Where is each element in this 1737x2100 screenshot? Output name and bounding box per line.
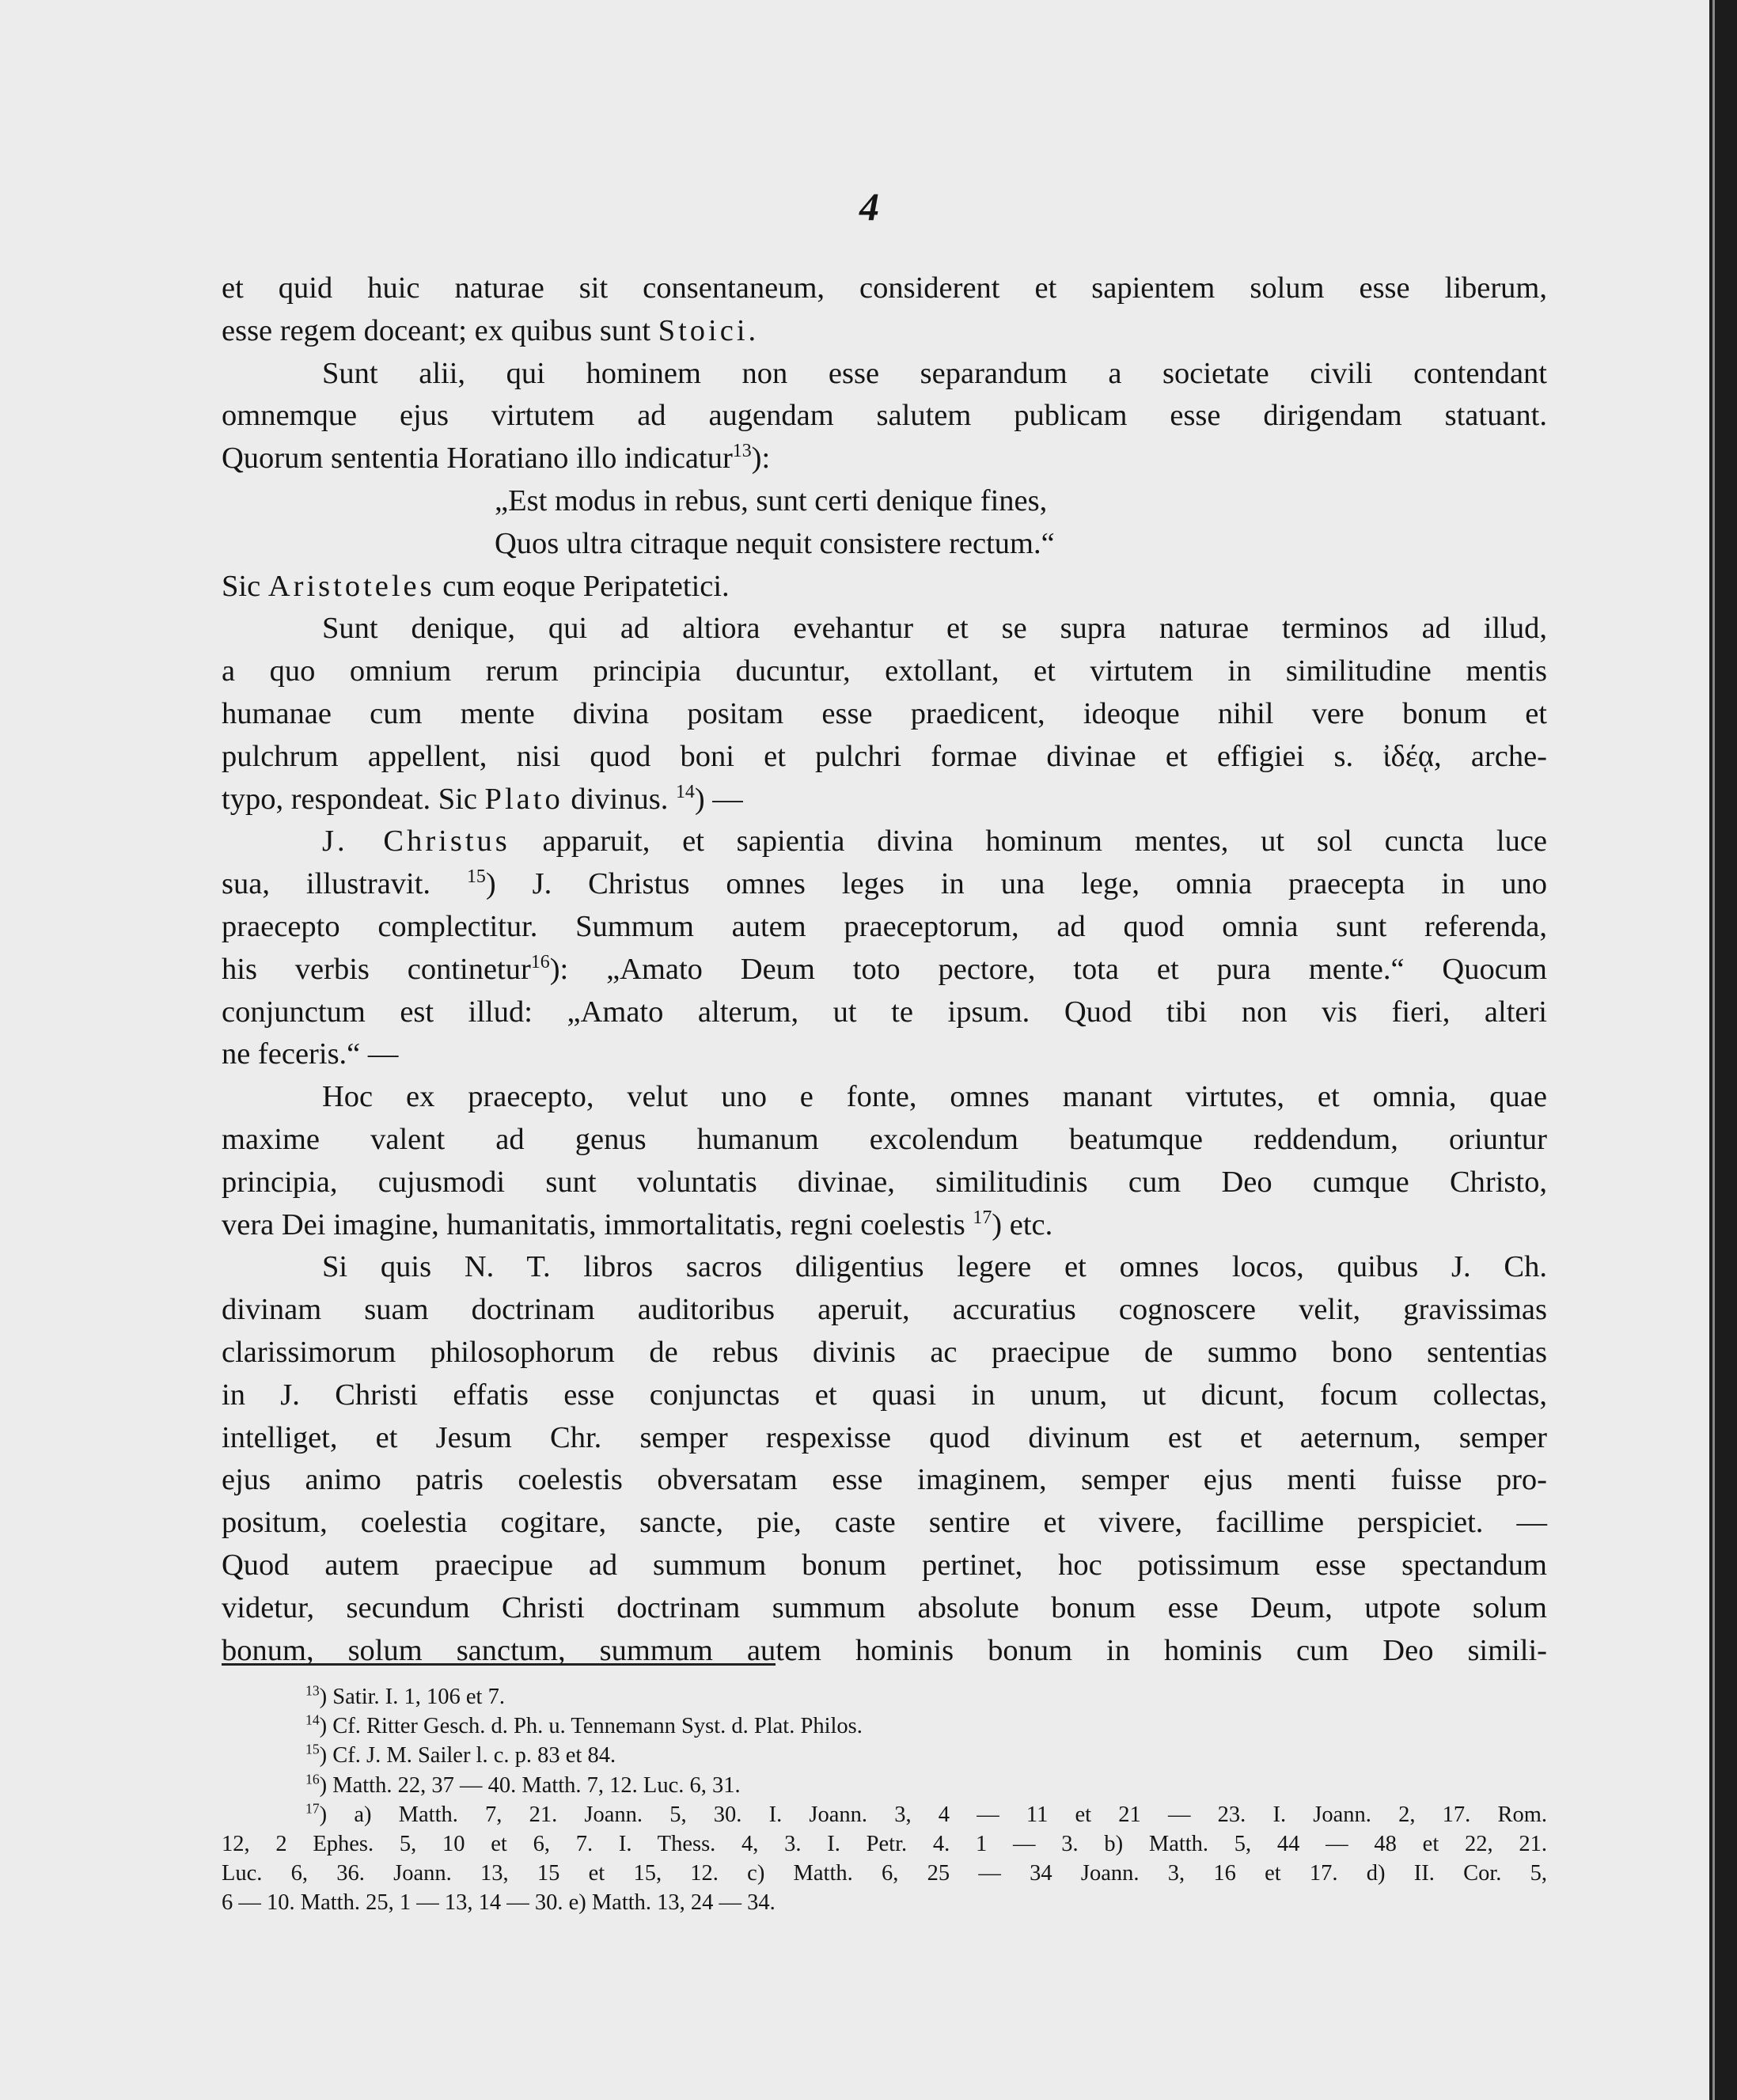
text-run: cum eoque Peripatetici. <box>434 569 730 603</box>
spaced-name: Stoici <box>658 313 749 347</box>
text-line <box>222 1502 1547 1545</box>
text-run: bonum, solum sanctum, summum autem hominis bonum in hominis cum Deo simili- <box>222 1633 1547 1667</box>
footnote-ref: 15 <box>466 866 486 888</box>
text-run: ejus animo patris coelestis obversatam esse imaginem, semper ejus menti fuisse pro- <box>222 1463 1547 1497</box>
text-line <box>222 650 1547 693</box>
text-run: ) a) Matth. 7, 21. Joann. 5, 30. I. Joann. 3, 4 — 11 et 21 — 23. I. Joann. 2, 17. Rom. <box>319 1802 1547 1827</box>
text-run: clarissimorum philosophorum de rebus divinis ac praecipue de summo bono sententias <box>222 1335 1547 1369</box>
text-line <box>222 1246 1547 1289</box>
footnote-line <box>222 1888 1547 1917</box>
footnote-ref: 13 <box>732 441 752 462</box>
text-run: ): <box>751 442 771 476</box>
text-line <box>222 395 1547 438</box>
text-line <box>222 608 1547 650</box>
footnote-line <box>222 1711 1547 1741</box>
text-line <box>222 1119 1547 1162</box>
text-run: ) etc. <box>992 1207 1053 1241</box>
text-run: ): „Amato Deum toto pectore, tota et pura mente.“ Quocum <box>549 952 1547 986</box>
text-run: 6 — 10. Matth. 25, 1 — 13, 14 — 30. e) Matth. 13, 24 — 34. <box>222 1890 776 1916</box>
spaced-name: Aristoteles <box>267 569 435 603</box>
footnotes <box>222 1682 1547 1918</box>
text-run: conjunctum est illud: „Amato alterum, ut te ipsum. Quod tibi non vis fieri, alteri <box>222 995 1547 1029</box>
footnote-rule <box>222 1663 776 1666</box>
text-line <box>222 1076 1547 1119</box>
spaced-name: Plato <box>484 782 563 816</box>
text-run: . <box>748 313 757 347</box>
footnote-ref: 14 <box>675 781 695 802</box>
text-run: Sunt denique, qui ad altiora evehantur et se supra naturae terminos ad illud, <box>322 612 1547 646</box>
text-run: divinus. <box>563 782 676 816</box>
text-run: sua, illustravit. <box>222 867 467 901</box>
text-run: 12, 2 Ephes. 5, 10 et 6, 7. I. Thess. 4, 3. I. Petr. 4. 1 — 3. b) Matth. 5, 44 — 48 et 22, 21. <box>222 1832 1547 1857</box>
text-run: praecepto complectitur. Summum autem praeceptorum, ad quod omnia sunt referenda, <box>222 909 1547 943</box>
text-line <box>222 863 1547 906</box>
text-run: Quorum sententia Horatiano illo indicatur <box>222 442 733 476</box>
text-line <box>222 949 1547 991</box>
text-run: vera Dei imagine, humanitatis, immortalitatis, regni coelestis <box>222 1207 973 1241</box>
text-run: ) Cf. J. M. Sailer l. c. p. 83 et 84. <box>319 1743 616 1768</box>
text-line <box>222 736 1547 779</box>
footnote-ref: 14 <box>305 1711 320 1728</box>
text-line <box>222 267 1547 310</box>
text-run: in J. Christi effatis esse conjunctas et quasi in unum, ut dicunt, focum collectas, <box>222 1378 1547 1412</box>
footnote-line <box>222 1682 1547 1711</box>
text-run: omnemque ejus virtutem ad augendam salutem publicam esse dirigendam statuant. <box>222 399 1547 433</box>
text-run: Quod autem praecipue ad summum bonum pertinet, hoc potissimum esse spectandum <box>222 1548 1547 1582</box>
text-run: divinam suam doctrinam auditoribus aperuit, accuratius cognoscere velit, gravissimas <box>222 1293 1547 1327</box>
text-run: ) Cf. Ritter Gesch. d. Ph. u. Tennemann Syst. d. Plat. Philos. <box>319 1714 863 1739</box>
text-line <box>222 523 1547 566</box>
text-line <box>222 1033 1547 1076</box>
text-line <box>222 1459 1547 1502</box>
text-line <box>222 693 1547 736</box>
text-run: Hoc ex praecepto, velut uno e fonte, omnes manant virtutes, et omnia, quae <box>322 1080 1547 1114</box>
spaced-name: J. Christus <box>322 824 510 859</box>
text-line <box>222 779 1547 821</box>
text-line <box>222 566 1547 608</box>
text-run: videtur, secundum Christi doctrinam summum absolute bonum esse Deum, utpote solum <box>222 1590 1547 1624</box>
text-line <box>222 1162 1547 1204</box>
footnote-line <box>222 1859 1547 1888</box>
footnote-ref: 17 <box>973 1207 992 1228</box>
text-run: typo, respondeat. Sic <box>222 782 485 816</box>
footnote-ref: 15 <box>305 1741 320 1757</box>
footnote-line <box>222 1771 1547 1800</box>
text-run: positum, coelestia cogitare, sancte, pie, caste sentire et vivere, facillime perspiciet. — <box>222 1506 1547 1540</box>
text-run: his verbis continetur <box>222 952 531 986</box>
text-run: maxime valent ad genus humanum excolendum beatumque reddendum, oriuntur <box>222 1122 1547 1156</box>
text-run: Si quis N. T. libros sacros diligentius legere et omnes locos, quibus J. Ch. <box>322 1250 1547 1284</box>
text-run: ) — <box>694 782 743 816</box>
text-run: ne feceris.“ — <box>222 1037 399 1071</box>
text-run: Sunt alii, qui hominem non esse separandum a societate civili contendant <box>322 356 1547 390</box>
text-run: ) Satir. I. 1, 106 et 7. <box>319 1685 505 1709</box>
text-line <box>222 1374 1547 1417</box>
text-line <box>222 310 1547 353</box>
text-run: ) J. Christus omnes leges in una lege, omnia praecepta in uno <box>485 867 1547 901</box>
text-line <box>222 1587 1547 1630</box>
footnote-ref: 13 <box>305 1682 320 1699</box>
text-run: Sic <box>222 569 268 603</box>
text-line <box>222 906 1547 949</box>
text-line <box>222 480 1547 523</box>
text-run: a quo omnium rerum principia ducuntur, extollant, et virtutem in similitudine mentis <box>222 654 1547 688</box>
text-line <box>222 353 1547 396</box>
page-edge <box>1709 0 1737 2100</box>
footnote-line <box>222 1800 1547 1829</box>
text-run: apparuit, et sapientia divina hominum mentes, ut sol cuncta luce <box>510 824 1548 859</box>
text-line <box>222 438 1547 480</box>
footnote-ref: 16 <box>305 1771 320 1787</box>
text-run: et quid huic naturae sit consentaneum, considerent et sapientem solum esse liberum, <box>222 271 1547 305</box>
text-line <box>222 1630 1547 1673</box>
text-run: esse regem doceant; ex quibus sunt <box>222 313 658 347</box>
text-line <box>222 1332 1547 1374</box>
text-run: pulchrum appellent, nisi quod boni et pulchri formae divinae et effigiei s. ἰδέᾳ, arche- <box>222 739 1547 773</box>
text-run: humanae cum mente divina positam esse praedicent, ideoque nihil vere bonum et <box>222 696 1547 730</box>
text-run: Quos ultra citraque nequit consistere rectum.“ <box>495 526 1055 560</box>
footnote-line <box>222 1741 1547 1770</box>
text-line <box>222 1545 1547 1587</box>
text-line <box>222 821 1547 863</box>
text-run: principia, cujusmodi sunt voluntatis divinae, similitudinis cum Deo cumque Christo, <box>222 1165 1547 1199</box>
footnote-line <box>222 1829 1547 1859</box>
footnote-ref: 16 <box>530 951 550 972</box>
text-run: Luc. 6, 36. Joann. 13, 15 et 15, 12. c) Matth. 6, 25 — 34 Joann. 3, 16 et 17. d) II. Cor. 5, <box>222 1861 1547 1886</box>
text-line <box>222 1417 1547 1460</box>
text-run: intelliget, et Jesum Chr. semper respexisse quod divinum est et aeternum, semper <box>222 1420 1547 1454</box>
page-number: 4 <box>859 184 879 229</box>
footnote-ref: 17 <box>305 1800 320 1817</box>
text-line <box>222 1204 1547 1247</box>
text-run: ) Matth. 22, 37 — 40. Matth. 7, 12. Luc. 6, 31. <box>319 1772 741 1798</box>
text-run: „Est modus in rebus, sunt certi denique fines, <box>495 483 1048 517</box>
text-line <box>222 1289 1547 1332</box>
text-line <box>222 991 1547 1034</box>
main-text <box>222 267 1547 1672</box>
